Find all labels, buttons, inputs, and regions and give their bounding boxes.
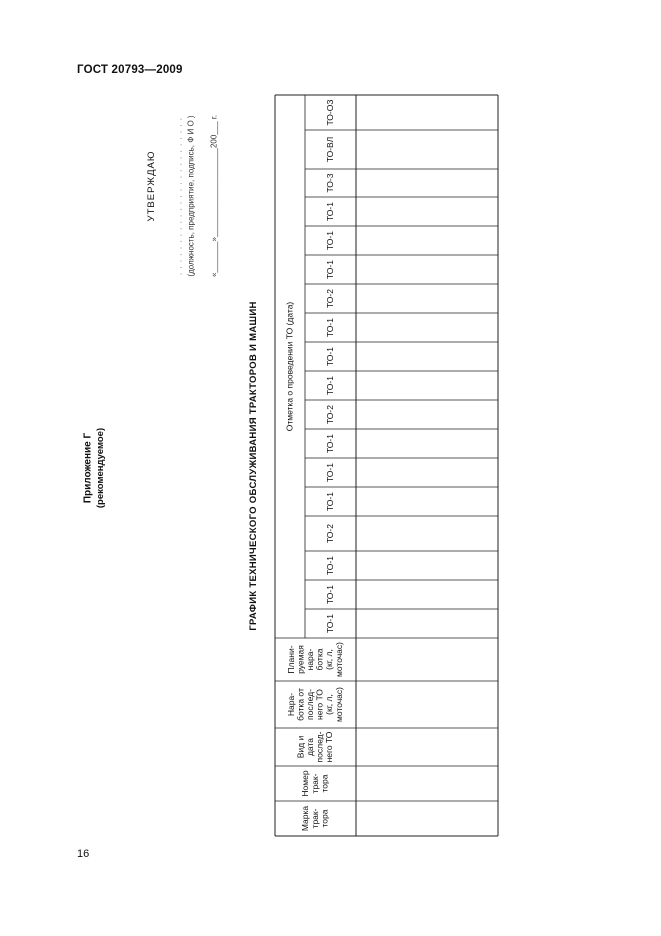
maintenance-type-label: ТО-3	[324, 173, 335, 193]
schedule-title: ГРАФИК ТЕХНИЧЕСКОГО ОБСЛУЖИВАНИЯ ТРАКТОРОВ И МАШИН	[247, 301, 259, 631]
maintenance-type-label: ТО-1	[324, 202, 335, 221]
approval-title: УТВЕРЖДАЮ	[145, 150, 157, 222]
column-header-line: послед-	[304, 689, 315, 720]
column-header-line: Плани-	[285, 645, 296, 674]
maintenance-type-label: ТО-2	[324, 289, 335, 308]
column-header-line: трак-	[309, 808, 320, 829]
maintenance-type-label: ТО-1	[324, 585, 335, 604]
column-header-line: тора	[319, 809, 330, 828]
maintenance-type-label: ТО-1	[324, 492, 335, 511]
column-header-line: него ТО	[314, 689, 325, 720]
column-header-line: тора	[319, 774, 330, 793]
maintenance-type-label: ТО-1	[324, 463, 335, 482]
column-header-line: руемая	[295, 645, 306, 674]
maintenance-type-label: ТО-1	[324, 614, 335, 633]
column-header-line: дата	[304, 737, 315, 757]
column-header-line: Марка	[300, 805, 311, 832]
maintenance-type-label: ТО-2	[324, 524, 335, 543]
column-header-line: него ТО	[324, 731, 335, 763]
column-header-line: ботка от	[295, 688, 306, 721]
maintenance-type-label: ТО-1	[324, 347, 335, 366]
annex-title: Приложение Г	[82, 432, 94, 504]
maintenance-type-label: ТО-1	[324, 376, 335, 395]
column-header-line: Вид и	[295, 735, 306, 759]
document-standard: ГОСТ 20793—2009	[77, 64, 183, 76]
maintenance-type-label: ТО-1	[324, 318, 335, 337]
signature-line: . . . . . . . . . . . . . . . . . . . . . . . . .	[174, 117, 184, 275]
column-header-line: (кг, л,	[324, 694, 335, 715]
maintenance-type-label: ТО-1	[324, 231, 335, 250]
signature-caption: (должность, предприятие, подпись, Ф И О )	[186, 115, 196, 277]
maintenance-type-label: ТО-ОЗ	[324, 99, 335, 126]
column-header-line: Нара-	[285, 692, 296, 717]
page-number: 16	[77, 848, 90, 860]
column-header-line: Номер	[300, 770, 311, 797]
maintenance-type-label: ТО-1	[324, 260, 335, 279]
column-header-line: (кг, л,	[324, 649, 335, 670]
group-header: Отметка о проведении ТО (дата)	[284, 301, 295, 432]
column-header-line: ботка	[314, 648, 325, 671]
column-header-line: послед-	[314, 731, 325, 763]
maintenance-type-label: ТО-ВЛ	[324, 136, 335, 163]
maintenance-type-label: ТО-1	[324, 556, 335, 575]
column-header-line: трак-	[309, 773, 320, 794]
maintenance-type-label: ТО-1	[324, 434, 335, 453]
column-header-line: нара-	[304, 648, 315, 671]
column-header-line: моточас)	[333, 687, 344, 722]
annex-subtitle: (рекомендуемое)	[94, 427, 106, 509]
column-header-line: моточас)	[333, 642, 344, 677]
approval-date-line: «_______»____________________200___ г.	[209, 114, 219, 278]
maintenance-type-label: ТО-2	[324, 405, 335, 424]
